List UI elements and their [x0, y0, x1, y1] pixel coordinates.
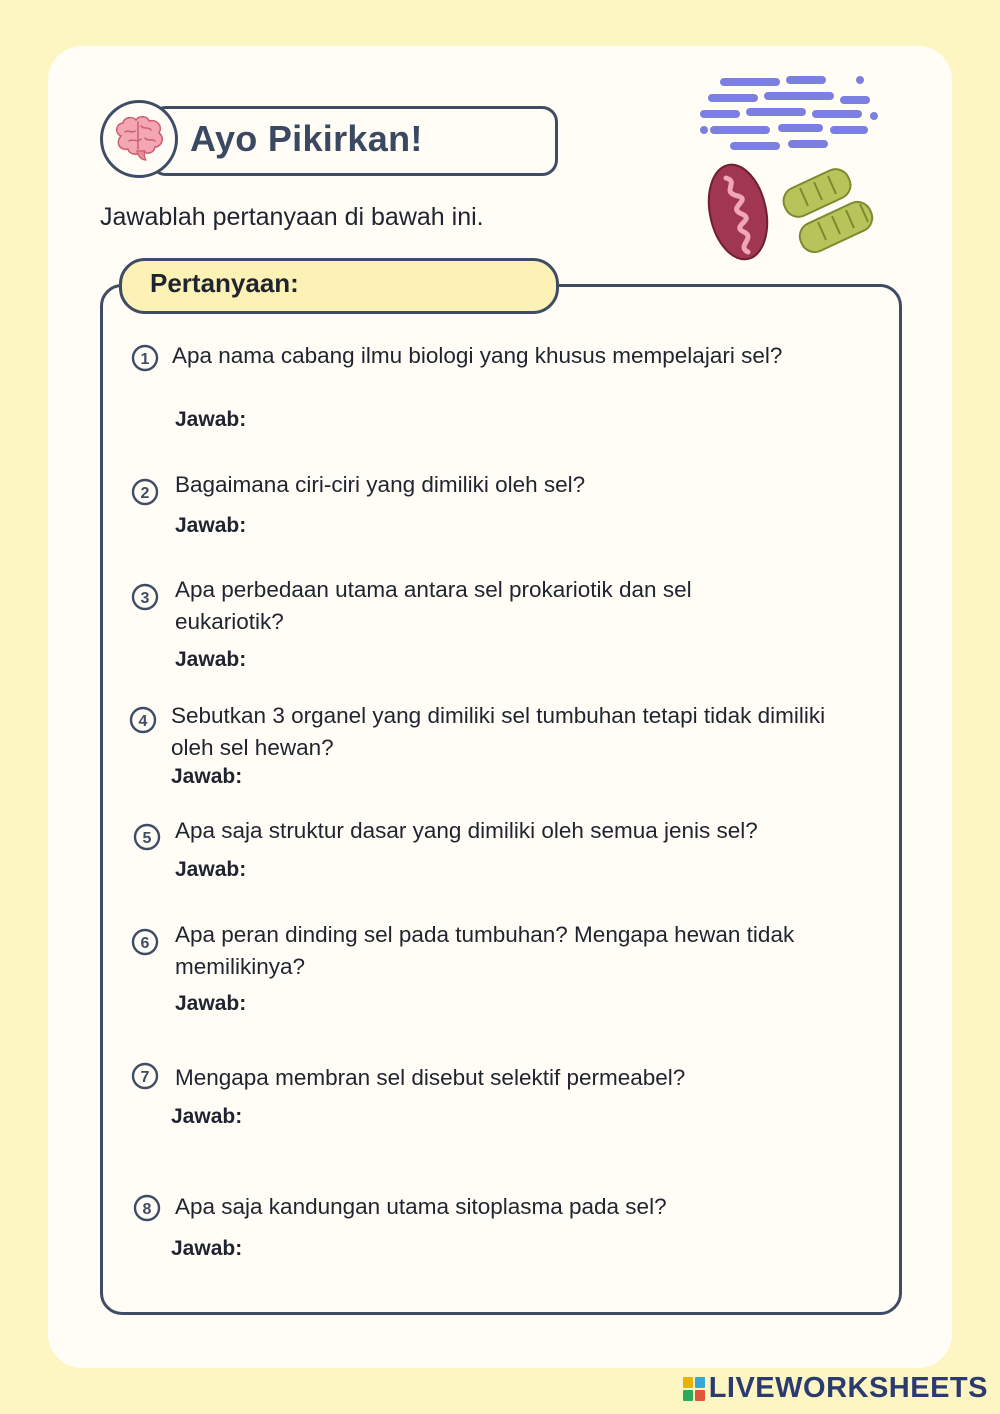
question-number-3 — [130, 582, 160, 612]
question-number-5 — [132, 822, 162, 852]
organelles-illustration — [690, 70, 890, 270]
brain-icon — [111, 114, 167, 164]
questions-panel — [100, 284, 902, 1315]
question-number-1 — [130, 343, 160, 373]
questions-tab-label: Pertanyaan: — [150, 268, 299, 298]
page-title: Ayo Pikirkan! — [190, 118, 423, 159]
question-5-text: Apa saja struktur dasar yang dimiliki oleh semua jenis sel? — [175, 818, 758, 843]
answer-label-5: Jawab: — [175, 858, 247, 881]
question-number-label: 8 — [142, 1201, 152, 1218]
brain-badge — [100, 100, 178, 178]
question-number-8 — [132, 1193, 162, 1223]
question-number-label: 6 — [140, 935, 150, 952]
question-number-label: 4 — [138, 713, 148, 730]
answer-label-7: Jawab: — [171, 1105, 243, 1128]
question-7-text: Mengapa membran sel disebut selektif permeabel? — [175, 1065, 686, 1090]
question-number-7 — [130, 1061, 160, 1091]
question-number-label: 2 — [140, 485, 150, 502]
chloroplast-icon — [779, 165, 877, 257]
answer-label-2: Jawab: — [175, 514, 247, 537]
answer-label-4: Jawab: — [171, 765, 243, 788]
question-number-6 — [130, 927, 160, 957]
question-number-label: 3 — [140, 590, 150, 607]
instruction-text: Jawablah pertanyaan di bawah ini. — [100, 203, 484, 231]
question-3-text: Apa perbedaan utama antara sel prokariotik dan sel eukariotik? — [175, 577, 692, 634]
mitochondrion-icon — [701, 159, 776, 265]
question-number-2 — [130, 477, 160, 507]
question-1-text: Apa nama cabang ilmu biologi yang khusus mempelajari sel? — [172, 343, 783, 368]
brand-text: LIVEWORKSHEETS — [708, 1372, 988, 1404]
answer-label-3: Jawab: — [175, 648, 247, 671]
question-number-label: 5 — [142, 830, 152, 847]
answer-label-6: Jawab: — [175, 992, 247, 1015]
question-2-text: Bagaimana ciri-ciri yang dimiliki oleh sel? — [175, 472, 586, 497]
question-6-text: Apa peran dinding sel pada tumbuhan? Mengapa hewan tidak memilikinya? — [175, 922, 795, 979]
answer-label-1: Jawab: — [175, 408, 247, 431]
question-4-text: Sebutkan 3 organel yang dimiliki sel tumbuhan tetapi tidak dimiliki oleh sel hewan? — [171, 703, 826, 760]
liveworksheets-brand — [683, 1372, 988, 1405]
question-number-label: 1 — [140, 351, 150, 368]
question-number-label: 7 — [140, 1069, 150, 1086]
question-number-4 — [128, 705, 158, 735]
question-8-text: Apa saja kandungan utama sitoplasma pada sel? — [175, 1194, 667, 1219]
answer-label-8: Jawab: — [171, 1237, 243, 1260]
endoplasmic-reticulum-icon — [700, 76, 878, 150]
liveworksheets-logo-icon — [683, 1377, 705, 1401]
